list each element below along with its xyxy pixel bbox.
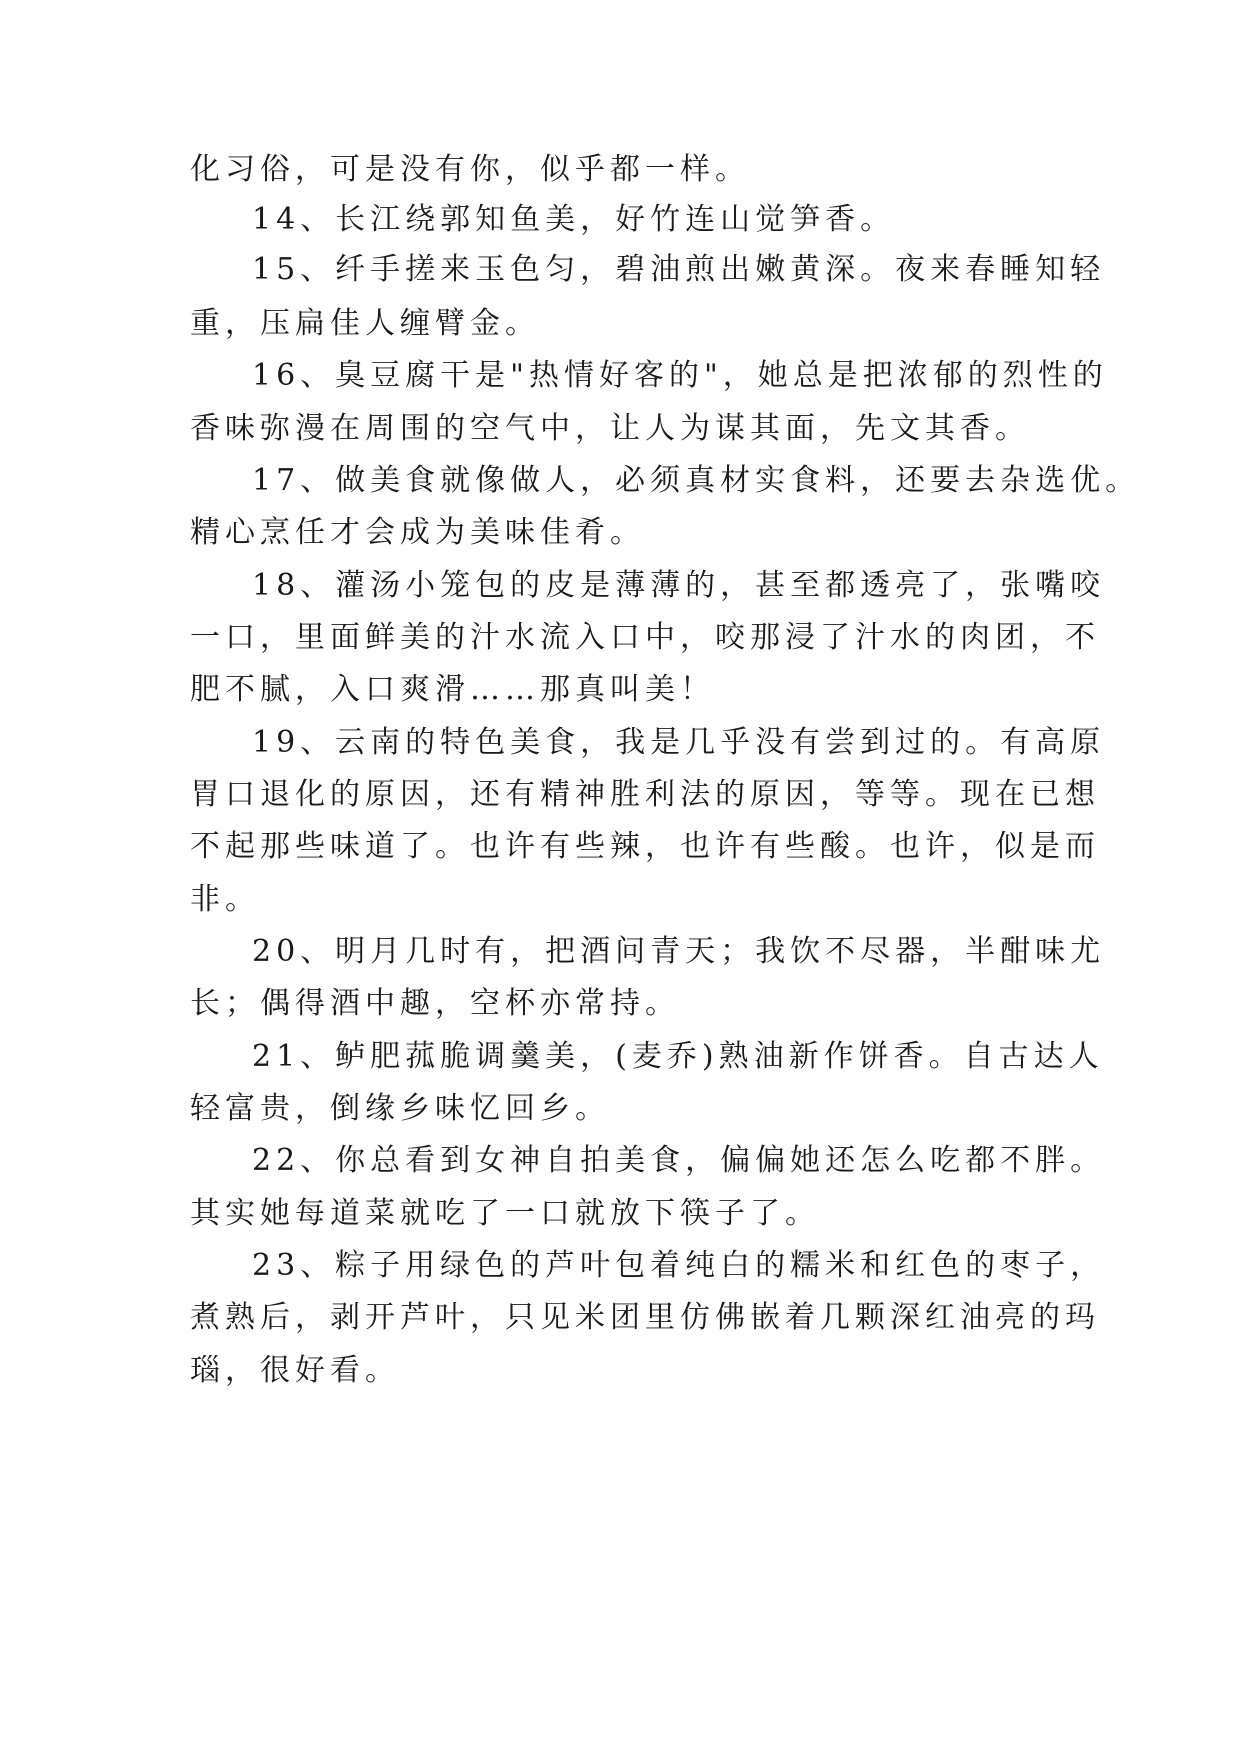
item-14-line: 14、长江绕郭知鱼美，好竹连山觉笋香。 (252, 202, 896, 237)
item-16-line: 16、臭豆腐干是"热情好客的"，她总是把浓郁的烈性的 (252, 358, 1108, 393)
item-15-line: 15、纤手搓来玉色匀，碧油煎出嫩黄深。夜来春睡知轻 (252, 252, 1106, 287)
text-line: 肥不腻，入口爽滑……那真叫美！ (190, 672, 715, 707)
text-line: 长；偶得酒中趣，空杯亦常持。 (190, 986, 680, 1021)
item-18-line: 18、灌汤小笼包的皮是薄薄的，甚至都透亮了，张嘴咬 (252, 568, 1106, 603)
item-19-line: 19、云南的特色美食，我是几乎没有尝到过的。有高原 (252, 725, 1106, 760)
text-line: 胃口退化的原因，还有精神胜利法的原因，等等。现在已想 (190, 777, 1100, 812)
item-22-line: 22、你总看到女神自拍美食，偏偏她还怎么吃都不胖。 (252, 1143, 1106, 1178)
item-23-line: 23、粽子用绿色的芦叶包着纯白的糯米和红色的枣子， (252, 1248, 1106, 1283)
item-17-line: 17、做美食就像做人，必须真材实食料，还要去杂选优。 (252, 463, 1141, 498)
text-line: 瑙，很好看。 (190, 1353, 400, 1388)
text-line: 其实她每道菜就吃了一口就放下筷子了。 (190, 1196, 820, 1231)
text-line: 化习俗，可是没有你，似乎都一样。 (190, 152, 750, 187)
text-line: 香味弥漫在周围的空气中，让人为谋其面，先文其香。 (190, 411, 1030, 446)
text-line: 不起那些味道了。也许有些辣，也许有些酸。也许，似是而 (190, 829, 1100, 864)
item-21-line: 21、鲈肥菰脆调羹美，(麦乔)熟油新作饼香。自古达人 (252, 1039, 1104, 1074)
text-line: 煮熟后，剥开芦叶，只见米团里仿佛嵌着几颗深红油亮的玛 (190, 1300, 1100, 1335)
text-line: 非。 (190, 882, 260, 917)
text-line: 一口，里面鲜美的汁水流入口中，咬那浸了汁水的肉团，不 (190, 620, 1100, 655)
text-line: 轻富贵，倒缘乡味忆回乡。 (190, 1091, 610, 1126)
item-20-line: 20、明月几时有，把酒问青天；我饮不尽器，半酣味尤 (252, 934, 1106, 969)
text-line: 重，压扁佳人缠臂金。 (190, 306, 540, 341)
text-line: 精心烹任才会成为美味佳肴。 (190, 515, 645, 550)
